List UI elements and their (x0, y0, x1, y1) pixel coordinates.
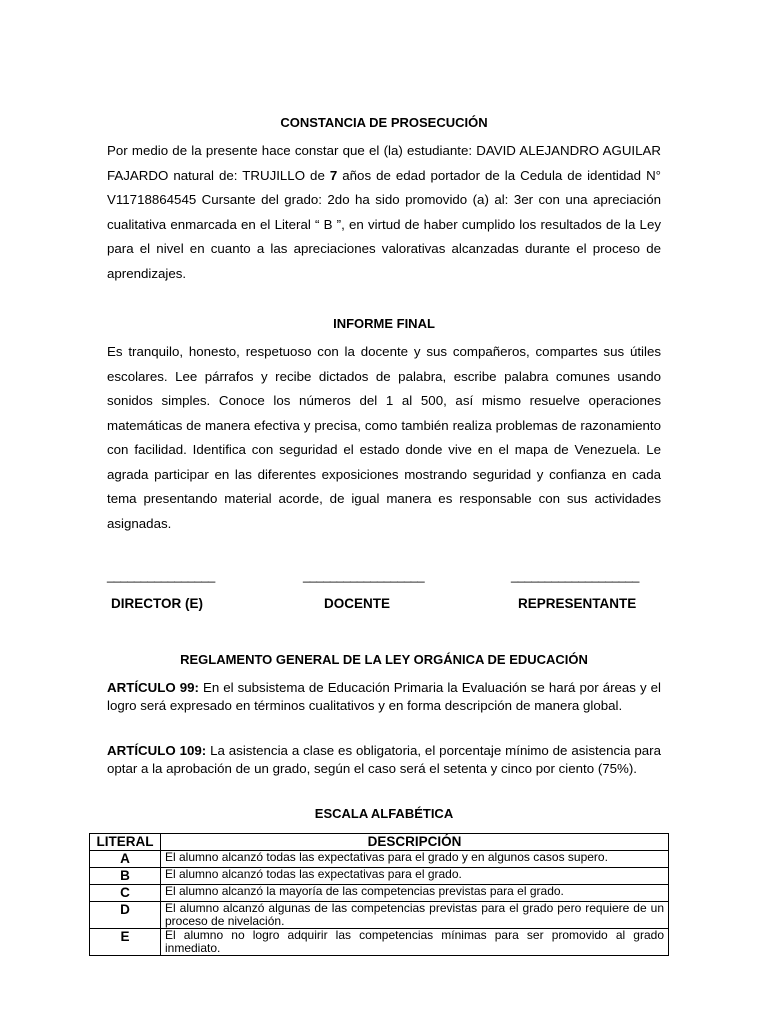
description-cell: El alumno alcanzó todas las expectativas para el grado. (161, 868, 669, 885)
student-age: 7 (329, 167, 338, 183)
document-title: CONSTANCIA DE PROSECUCIÓN (280, 115, 488, 130)
docente-label: DOCENTE (324, 596, 391, 611)
representante-label: REPRESENTANTE (518, 596, 637, 611)
article-109-text: La asistencia a clase es obligatoria, el porcentaje mínimo de asistencia para optar a la aprobación de un grado, según el caso será el setenta y cinco por ciento (75%). (107, 743, 661, 776)
literal-cell: D (90, 902, 161, 929)
regulation-heading: REGLAMENTO GENERAL DE LA LEY ORGÁNICA DE EDUCACIÓN (180, 652, 588, 667)
description-cell: El alumno alcanzó algunas de las competencias previstas para el grado pero requiere de un proceso de nivelación. (161, 902, 669, 929)
report-heading: INFORME FINAL (333, 316, 435, 331)
literal-column-header: LITERAL (90, 834, 161, 851)
representante-signature-line: ___________________ (511, 568, 639, 583)
scale-heading: ESCALA ALFABÉTICA (314, 806, 454, 821)
intro-text-part2: años de edad portador de la Cedula de identidad N° V11718864545 Cursante del grado: 2do ha sido promovido (a) al: 3er con una apreciación cualitativa enmarcada en el Literal “ B ”, en virtud de haber cumplido los resultados de la Ley para el nivel en cuanto a las apreciaciones valorativas alcanzadas durante el proceso de aprendizajes. (107, 167, 661, 281)
article-99 (107, 679, 661, 714)
article-109 (107, 742, 661, 777)
table-row (90, 902, 669, 929)
table-row (90, 929, 669, 956)
scale-table (89, 833, 669, 956)
table-row (90, 885, 669, 902)
scale-header-row (90, 834, 669, 851)
description-cell: El alumno alcanzó todas las expectativas para el grado y en algunos casos supero. (161, 851, 669, 868)
intro-text-part1: Por medio de la presente hace constar que el (la) estudiante: DAVID ALEJANDRO AGUILAR FAJARDO natural de: TRUJILLO de (107, 143, 661, 183)
article-109-label: ARTÍCULO 109: (107, 743, 207, 758)
literal-cell: A (90, 851, 161, 868)
intro-paragraph (107, 139, 661, 286)
literal-cell: B (90, 868, 161, 885)
literal-cell: C (90, 885, 161, 902)
table-row (90, 851, 669, 868)
description-cell: El alumno alcanzó la mayoría de las competencias previstas para el grado. (161, 885, 669, 902)
docente-signature-line: __________________ (303, 568, 425, 583)
description-cell: El alumno no logro adquirir las competencias mínimas para ser promovido al grado inmediato. (161, 929, 669, 956)
director-signature-line: ________________ (107, 568, 215, 583)
report-paragraph: Es tranquilo, honesto, respetuoso con la docente y sus compañeros, compartes sus útiles escolares. Lee párrafos y recibe dictados de palabra, escribe palabra comunes usando sonidos simples. Conoce los números del 1 al 500, así mismo resuelve operaciones matemáticas de manera efectiva y precisa, como también realiza problemas de razonamiento con facilidad. Identifica con seguridad el estado donde vive en el mapa de Venezuela. Le agrada participar en las diferentes exposiciones mostrando seguridad y confianza en cada tema presentando material acorde, de igual manera es responsable con sus actividades asignadas. (107, 344, 661, 531)
article-99-text: En el subsistema de Educación Primaria la Evaluación se hará por áreas y el logro será expresado en términos cualitativos y en forma descripción de manera global. (107, 680, 661, 713)
director-label: DIRECTOR (E) (111, 596, 204, 611)
description-column-header: DESCRIPCIÓN (161, 834, 669, 851)
article-99-label: ARTÍCULO 99: (107, 680, 199, 695)
table-row (90, 868, 669, 885)
literal-cell: E (90, 929, 161, 956)
